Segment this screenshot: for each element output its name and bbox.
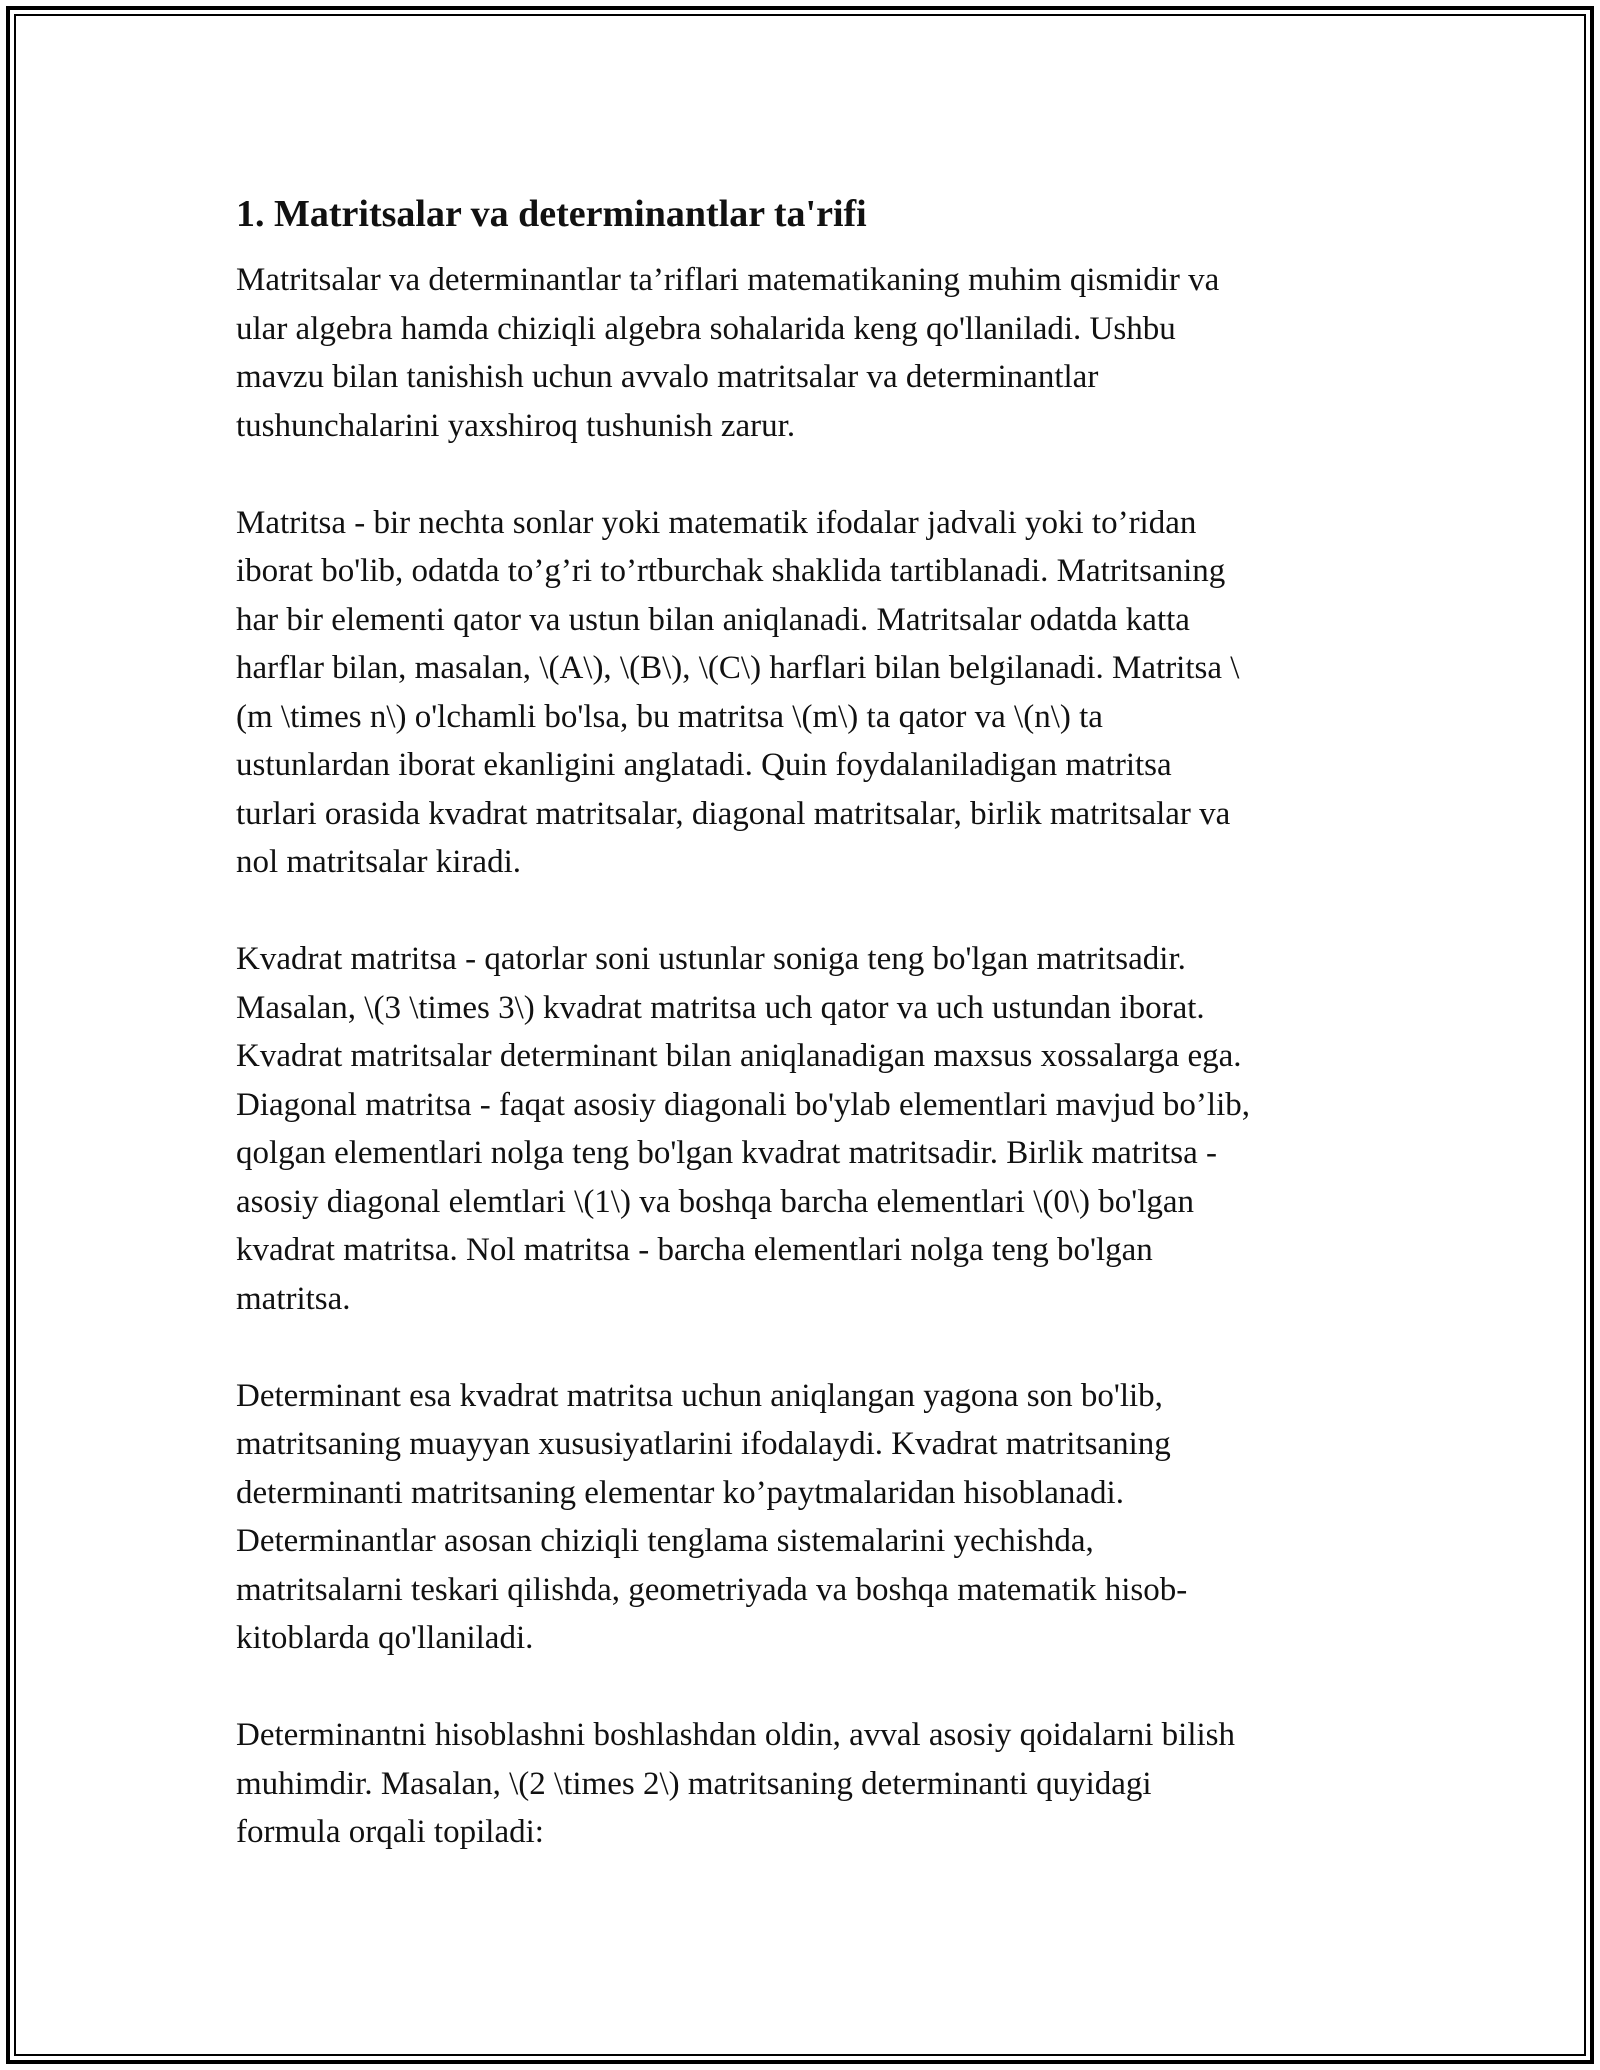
- text-line: Determinant esa kvadrat matritsa uchun aniqlangan yagona son bo'lib,: [236, 1377, 1163, 1414]
- text-line: Determinantni hisoblashni boshlashdan oldin, avval asosiy qoidalarni bilish: [236, 1717, 1236, 1753]
- text-line: formula orqali topiladi:: [236, 1814, 544, 1850]
- text-line: kitoblarda qo'llaniladi.: [236, 1620, 534, 1656]
- text-line: matritsaning muayyan xususiyatlarini ifodalaydi. Kvadrat matritsaning: [236, 1426, 1171, 1462]
- text-line: matritsa.: [236, 1280, 351, 1317]
- text-line: ustunlardan iborat ekanligini anglatadi. Quin foydalaniladigan matritsa: [236, 747, 1172, 783]
- paragraph-determinant-definition: [236, 1372, 1372, 1663]
- paragraph-intro: [236, 256, 1372, 450]
- document-body: [236, 188, 1372, 1905]
- text-line: kvadrat matritsa. Nol matritsa - barcha elementlari nolga teng bo'lgan: [236, 1232, 1153, 1268]
- paragraph-matrix-definition: [236, 499, 1372, 887]
- text-line: muhimdir. Masalan, \(2 \times 2\) matritsaning determinanti quyidagi: [236, 1765, 1152, 1802]
- paragraph-matrix-types: [236, 935, 1372, 1323]
- text-line: Matritsa - bir nechta sonlar yoki matematik ifodalar jadvali yoki to’ridan: [236, 504, 1197, 541]
- text-line: mavzu bilan tanishish uchun avvalo matritsalar va determinantlar: [236, 359, 1099, 395]
- text-line: Diagonal matritsa - faqat asosiy diagonali bo'ylab elementlari mavjud bo’lib,: [236, 1086, 1250, 1123]
- text-line: Kvadrat matritsa - qatorlar soni ustunlar soniga teng bo'lgan matritsadir.: [236, 941, 1186, 977]
- text-line: har bir elementi qator va ustun bilan aniqlanadi. Matritsalar odatda katta: [236, 601, 1190, 638]
- text-line: (m \times n\) o'lchamli bo'lsa, bu matritsa \(m\) ta qator va \(n\) ta: [236, 698, 1103, 735]
- text-line: tushunchalarini yaxshiroq tushunish zarur.: [236, 407, 796, 444]
- text-line: asosiy diagonal elemtlari \(1\) va boshqa barcha elementlari \(0\) bo'lgan: [236, 1183, 1195, 1220]
- text-line: harflar bilan, masalan, \(A\), \(B\), \(C\) harflari bilan belgilanadi. Matritsa \: [236, 650, 1240, 686]
- text-line: iborat bo'lib, odatda to’g’ri to’rtburchak shaklida tartiblanadi. Matritsaning: [236, 553, 1226, 589]
- text-line: Determinantlar asosan chiziqli tenglama sistemalarini yechishda,: [236, 1523, 1094, 1559]
- paragraph-determinant-formula-intro: [236, 1711, 1372, 1857]
- text-line: determinanti matritsaning elementar ko’paytmalaridan hisoblanadi.: [236, 1474, 1124, 1511]
- text-line: nol matritsalar kiradi.: [236, 844, 521, 880]
- text-line: Masalan, \(3 \times 3\) kvadrat matritsa uch qator va uch ustundan iborat.: [236, 989, 1205, 1026]
- text-line: turlari orasida kvadrat matritsalar, diagonal matritsalar, birlik matritsalar va: [236, 795, 1231, 832]
- text-line: Matritsalar va determinantlar ta’riflari matematikaning muhim qismidir va: [236, 262, 1220, 298]
- section-heading: 1. Matritsalar va determinantlar ta'rifi: [236, 193, 867, 235]
- text-line: ular algebra hamda chiziqli algebra sohalarida keng qo'llaniladi. Ushbu: [236, 310, 1176, 347]
- text-line: Kvadrat matritsalar determinant bilan aniqlanadigan maxsus xossalarga ega.: [236, 1038, 1242, 1074]
- text-line: matritsalarni teskari qilishda, geometriyada va boshqa matematik hisob-: [236, 1571, 1188, 1608]
- text-line: qolgan elementlari nolga teng bo'lgan kvadrat matritsadir. Birlik matritsa -: [236, 1135, 1218, 1171]
